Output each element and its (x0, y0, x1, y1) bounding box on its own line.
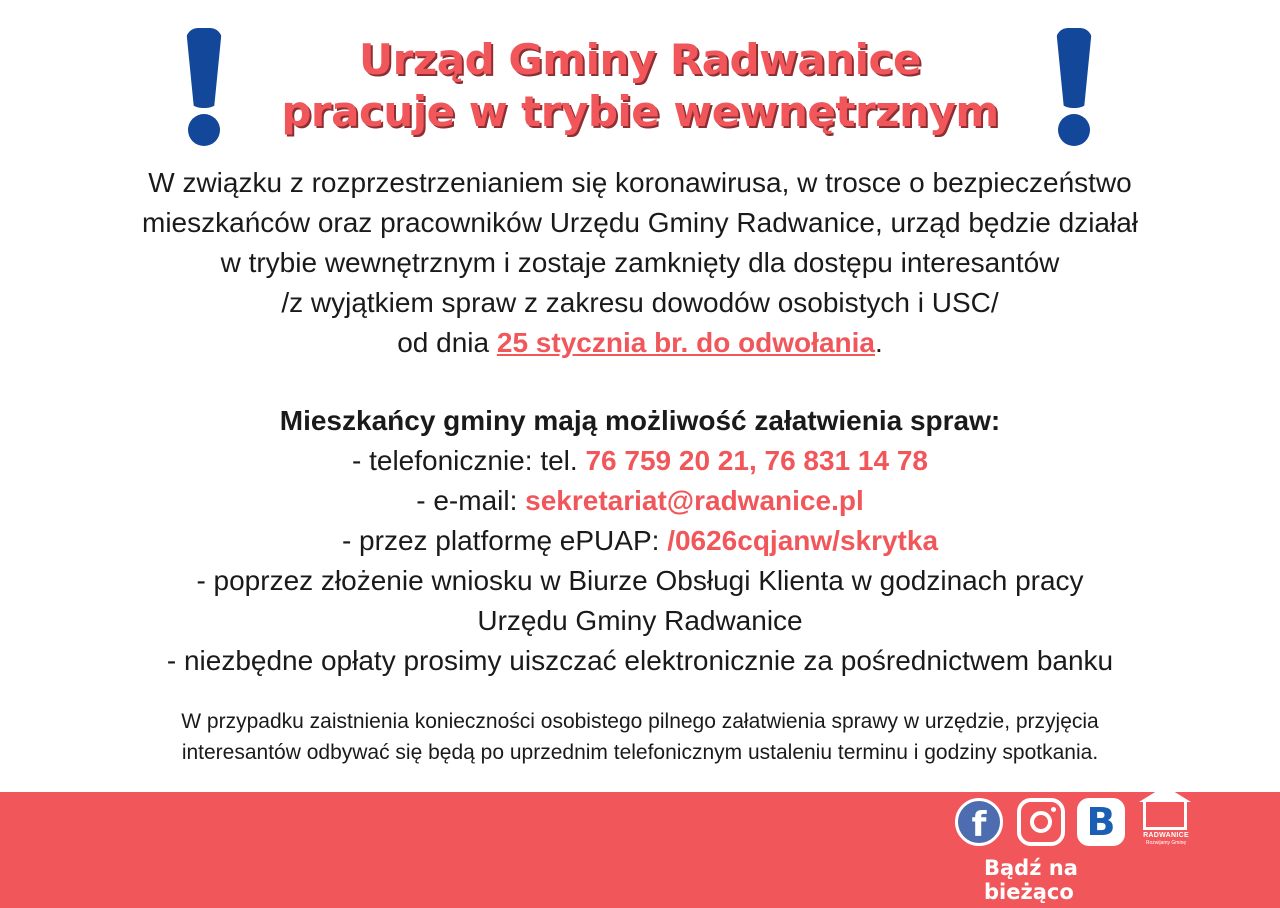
instagram-icon[interactable] (1017, 798, 1065, 846)
page-title (0, 34, 1280, 138)
intro-line-5-prefix: od dnia (397, 327, 497, 358)
intro-line-5-suffix: . (874, 327, 883, 358)
intro-line-3: w trybie wewnętrznym i zostaje zamknięty dla dostępu interesantów (220, 247, 1060, 278)
logo-subtitle: Rozwijamy Gminę (1145, 840, 1187, 846)
options-heading: Mieszkańcy gminy mają możliwość załatwienia spraw: (279, 405, 1001, 436)
option-office-2: Urzędu Gminy Radwanice (477, 605, 803, 636)
announcement-body (20, 163, 1260, 681)
intro-line-4: /z wyjątkiem spraw z zakresu dowodów osobistych i USC/ (281, 287, 999, 318)
option-epuap-label: - przez platformę ePUAP: (341, 525, 668, 556)
title-line-2: pracuje w trybie wewnętrznym (281, 87, 999, 136)
option-epuap (20, 521, 1260, 561)
note-line-1: W przypadku zaistnienia konieczności osobistego pilnego załatwienia sprawy w urzędzie, przyjęcia (181, 710, 1099, 733)
note-line-2: interesantów odbywać się będą po uprzednim telefonicznym ustaleniu terminu i godziny spotkania. (181, 741, 1099, 764)
phone-numbers[interactable]: 76 759 20 21, 76 831 14 78 (585, 445, 928, 476)
option-phone-label: - telefonicznie: tel. (352, 445, 586, 476)
option-email (20, 481, 1260, 521)
footer-tagline: Bądź na bieżąco (984, 856, 1078, 904)
closure-date-highlight: 25 stycznia br. do odwołania (496, 327, 875, 358)
option-email-label: - e-mail: (416, 485, 526, 516)
radwanice-logo (1137, 794, 1195, 848)
intro-line-1: W związku z rozprzestrzenianiem się koronawirusa, w trosce o bezpieczeństwo (148, 167, 1132, 198)
urgent-visit-note (20, 706, 1260, 768)
option-phone (20, 441, 1260, 481)
facebook-icon[interactable]: f (955, 798, 1003, 846)
option-fees: - niezbędne opłaty prosimy uiszczać elektronicznie za pośrednictwem banku (166, 645, 1114, 676)
intro-line-5 (20, 323, 1260, 363)
email-link[interactable]: sekretariat@radwanice.pl (525, 485, 864, 516)
b-app-icon[interactable]: B (1077, 798, 1125, 846)
intro-line-2: mieszkańców oraz pracowników Urzędu Gminy Radwanice, urząd będzie działał (142, 207, 1138, 238)
logo-name: RADWANICE (1143, 832, 1189, 839)
epuap-link[interactable]: /0626cqjanw/skrytka (667, 525, 939, 556)
title-line-1: Urząd Gminy Radwanice (359, 35, 921, 84)
option-office-1: - poprzez złożenie wniosku w Biurze Obsługi Klienta w godzinach pracy (196, 565, 1084, 596)
